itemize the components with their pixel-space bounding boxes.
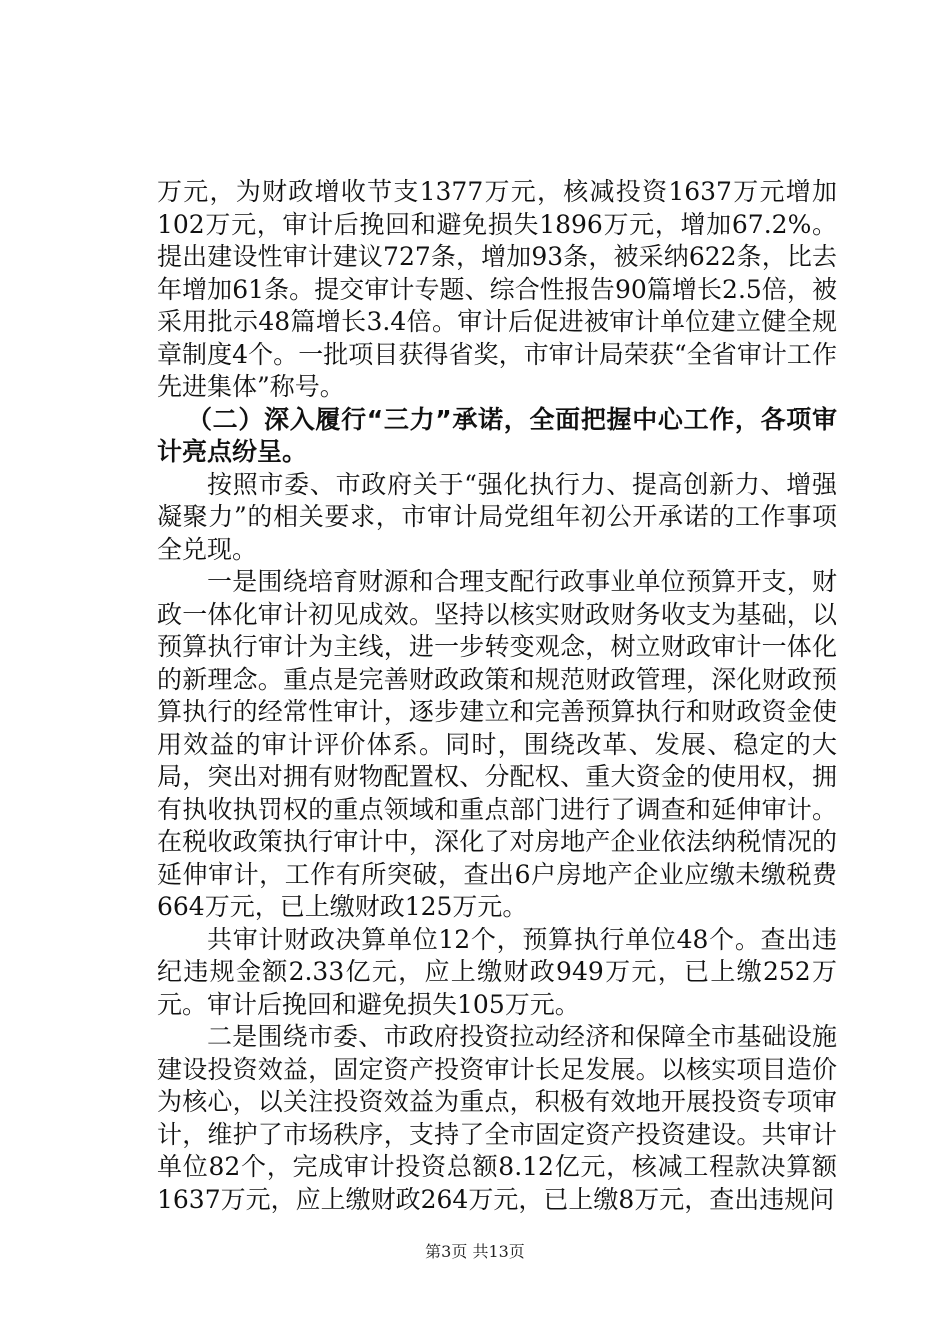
document-body — [157, 176, 837, 1216]
section-heading: （二）深入履行“三力”承诺，全面把握中心工作，各项审计亮点纷呈。 — [157, 404, 837, 466]
page-number-footer: 第3页 共13页 — [425, 1242, 525, 1261]
paragraph-continuation: 万元，为财政增收节支1377万元，核减投资1637万元增加102万元，审计后挽回和避免损失1896万元，增加67.2%。提出建设性审计建议727条，增加93条，被采纳622条，比去年增加61条。提交审计专题、综合性报告90篇增长2.5倍，被采用批示48篇增长3.4倍。审计后促进被审计单位建立健全规章制度4个。一批项目获得省奖，市审计局荣获“全省审计工作先进集体”称号。 — [157, 177, 837, 401]
paragraph-audit-totals: 共审计财政决算单位12个，预算执行单位48个。查出违纪违规金额2.33亿元，应上缴财政949万元，已上缴252万元。审计后挽回和避免损失105万元。 — [157, 924, 837, 1019]
paragraph-finance-audit: 一是围绕培育财源和合理支配行政事业单位预算开支，财政一体化审计初见成效。坚持以核实财政财务收支为基础，以预算执行审计为主线，进一步转变观念，树立财政审计一体化的新理念。重点是完善财政政策和规范财政管理，深化财政预算执行的经常性审计，逐步建立和完善预算执行和财政资金使用效益的审计评价体系。同时，围绕改革、发展、稳定的大局，突出对拥有财物配置权、分配权、重大资金的使用权，拥有执收执罚权的重点领域和重点部门进行了调查和延伸审计。在税收政策执行审计中，深化了对房地产企业依法纳税情况的延伸审计，工作有所突破，查出6户房地产企业应缴未缴税费664万元，已上缴财政125万元。 — [157, 567, 837, 921]
paragraph-commitment: 按照市委、市政府关于“强化执行力、提高创新力、增强凝聚力”的相关要求，市审计局党组年初公开承诺的工作事项全兑现。 — [157, 469, 837, 564]
paragraph-investment-audit: 二是围绕市委、市政府投资拉动经济和保障全市基础设施建设投资效益，固定资产投资审计长足发展。以核实项目造价为核心，以关注投资效益为重点，积极有效地开展投资专项审计，维护了市场秩序，支持了全市固定资产投资建设。共审计单位82个，完成审计投资总额8.12亿元，核减工程款决算额1637万元，应上缴财政264万元，已上缴8万元，查出违规问 — [157, 1022, 837, 1214]
